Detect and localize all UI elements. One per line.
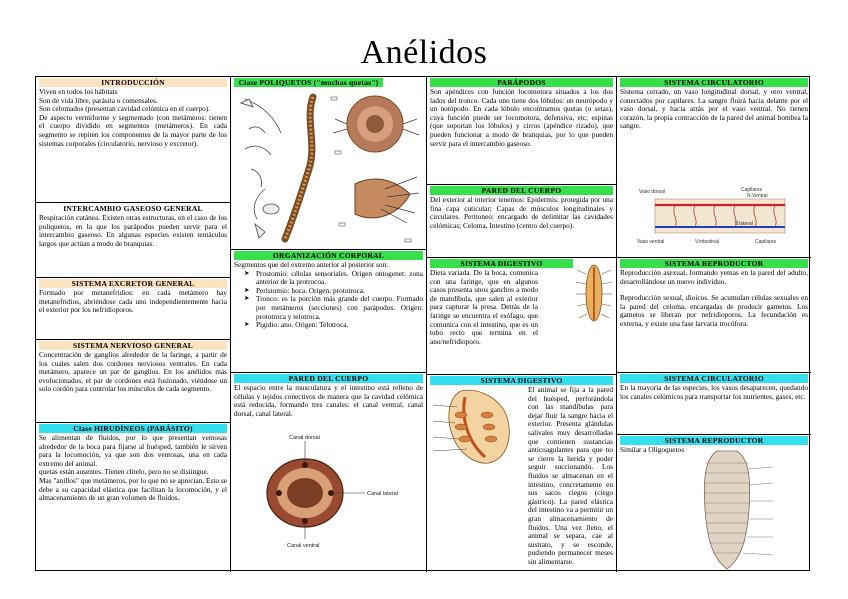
reproductive-section-1 [617, 257, 811, 372]
reproductive-para: Reproducción sexual, dioicos. Se acumulan células sexuales en la pared del celoma, encargadas de producir gametos. Los gametos se liberan por nefridioporos. La fecundación es externa, y existe una fase larvaria trocófora. [620, 293, 808, 328]
intro-line: Son de vida libre, parásita o comensales. [39, 95, 158, 105]
intro-section [36, 77, 230, 210]
leech-cross-section-illustration [245, 431, 415, 551]
leech-digestive-illustration [431, 387, 527, 469]
hirudineos-para: Se alimentan de fluidos, por lo que presentan ventosas alrededor de la boca para fijarse al huésped, también le sirven para la locomoción, ya que son dos ventosas, una en cada extremo del animal. [39, 433, 227, 468]
reproductive-section-2 [617, 434, 811, 572]
vaso-dorsal-label: Vaso dorsal [639, 189, 666, 195]
content-sheet [35, 76, 810, 571]
section-header: SISTEMA NERVIOSO GENERAL [39, 341, 227, 350]
v-intestinal-label: V.intestinal [695, 239, 719, 245]
digestive-text-2: El animal se fija a la pared del huésped, perforándola con las mandíbulas para dejar fluir la sangre hacia el exterior. Presenta glándulas salivales muy desarrolladas que contienen sustancias anticoagulantes para que no se cierre la herida y poder seguir succionando. Los fluidos se almacenan en el intestino, concretamente en sus sacos ciegos (ciego gástrico). La pared elástica del intestino va a permitir un gran almacenamiento de fluidos. Una vez lleno, el animal se separa, cae al sustrato, y se esconde, pudiendo permanecer meses sin alimentarse. [528, 385, 613, 566]
parapods-section [427, 77, 616, 184]
digestive-text-1: Dieta variada. De la boca, comunica con una faringe, que en algunos casos presenta unos ganchos a modo de mandíbula, que salen al exterior para capturar la presa. Detrás de la faringe se encuentra el esófago, que comunica con el intestino, que es un tubo recto que termina en el ano/nefridioporo. [430, 268, 538, 346]
section-header: SISTEMA DIGESTIVO [430, 376, 613, 385]
circulatory-text-2: En la mayoría de las especies, los vasos desaparecen, quedando los canales celómicos para transportar los nutrientes, gases, etc. [620, 383, 808, 401]
hirudineos-para: Mas "anillos" que metámeros, por lo que no se aprecian. Esto se debe a su capacidad elástica que facilitan la locomoción, y el almacenamiento de un gran volumen de fluidos. [39, 475, 227, 503]
gas-exchange-section [36, 202, 230, 277]
circulatory-diagram-illustration [635, 185, 801, 251]
list-item: ➤ Prostomio: células sensoriales. Origen ontogenet: zona anterior de la protrocoa. [246, 270, 423, 287]
hirudineos-text [39, 434, 227, 503]
organization-intro: Segmentos que del extremo anterior al posterior son: [234, 260, 389, 269]
section-header: INTERCAMBIO GASEOSO GENERAL [63, 204, 203, 213]
gas-exchange-text: Respiración cutánea. Existen otras estructuras, en el caso de los poliquetos, en la que los parápodos pueden servir para el intercambio gaseoso. En algunas especies existen tentáculos largos que actúan a modo de branquias. [39, 213, 227, 248]
section-header: ORGANIZACIÓN CORPORAL [234, 251, 423, 260]
excretory-text: Formado por metanefridios: en cada metámero hay metanefridios, abriéndose cada uno independientemente hacia el exterior por los nefridioporos. [39, 288, 227, 315]
column-2 [231, 77, 427, 572]
page-title: Anélidos [360, 34, 488, 71]
intro-line: Viven en todos los hábitats [39, 87, 118, 96]
section-header: INTRODUCCIÓN [39, 78, 227, 87]
column-4 [617, 77, 811, 572]
list-item: ➤ Tronco: es la porción más grande del cuerpo. Formado por metámeros (secciones) con parápodos. Origen: prototroca y telotroca. [246, 295, 423, 321]
nervous-text: Concentración de ganglios alrededor de la faringe, a partir de los cuales salen dos cordones nerviosos ventrales. En cada metámero, aparece un par de ganglios. En los anélidos más evolucionados, el par de cordones está fusionado, viéndose un solo cordón para controlar los músculos de cada segmento. [39, 350, 227, 394]
leech-anatomy-illustration [687, 449, 777, 571]
hirudineos-section [36, 422, 230, 572]
reproductive-para: Reproducción asexual, formando yemas en la pared del adulto, desarrollándose un nuevo individuo. [620, 268, 808, 286]
section-header: Clase HIRUDÍNEOS (PARÁSITO) [39, 424, 227, 433]
hirudineos-para: quetas están ausentes. Tienen clitelo, pero no se distingue. [39, 467, 209, 477]
capilares-lower-label: Capilares [755, 239, 777, 245]
canal-lateral-label: Canal lateral [367, 491, 398, 497]
digestive-section-1 [427, 257, 616, 374]
section-header: SISTEMA REPRODUCTOR [620, 436, 808, 445]
list-item: ➤ Pigidio: ano. Origen: Telotroca. [246, 321, 423, 330]
digestive-section-2 [427, 374, 616, 572]
list-item: ➤ Peristomio: boca. Origen: prototroca. [246, 287, 423, 296]
section-header: SISTEMA EXCRETOR GENERAL [39, 279, 227, 288]
column-3 [427, 77, 617, 572]
section-header: PARED DEL CUERPO [430, 186, 613, 195]
segment-list [234, 270, 423, 330]
capilares-label: Capilares [741, 187, 763, 193]
intro-line: Son celomados (presentan cavidad celómica en el cuerpo). [39, 104, 210, 114]
canal-ventral-label: Canal ventral [287, 543, 320, 549]
intro-line: De aspecto vermiforme y segmentado (con metámeros: tienen el cuerpo dividido en segmentos (metámeros). En cada segmento se repiten los componentes de la mayor parte de los sistemas corporales (circulatorio, nervioso y excretor). [39, 112, 227, 148]
section-header: PARED DEL CUERPO [234, 374, 423, 383]
section-header: SISTEMA DIGESTIVO [430, 259, 573, 268]
v-lateral-label: V.lateral [735, 221, 753, 227]
n-ventral-label: N.Ventral [747, 193, 768, 199]
body-wall-layers-section [427, 184, 616, 252]
intro-text [39, 88, 227, 148]
circulatory-text-1: Sistema cerrado, un vaso longitudinal dorsal, y otro ventral, conectados por capilares. La sangre fluirá hacia delante por el vaso dorsal, y hacia atrás por el vaso ventral. No tienen corazón, la propia contracción de la pared del animal bombea la sangre. [620, 87, 808, 131]
section-header: Clase POLIQUETOS ("muchas quetas") [234, 78, 383, 87]
excretory-section [36, 277, 230, 339]
polychaete-illustration [235, 89, 423, 247]
section-header: PARÁPODOS [430, 78, 613, 87]
reproductive-text [620, 269, 808, 329]
column-1 [36, 77, 231, 572]
body-wall-layers-text: Del exterior al interior tenemos: Epidermis: protegida por una fina capa cuticular; Capas de músculos longitudinales y circulares. Peritoneo: encargado de delimitar las cavidades celómicas; Celoma, Intestino (centro del cuerpo). [430, 195, 613, 230]
nervous-section [36, 339, 230, 427]
reproductive-text-2: Similar a Oligoquetos [620, 445, 685, 454]
body-wall-text: El espacio entre la musculatura y el intestino está relleno de células y tejidos conectivos de manera que la cavidad celómica está reducida, formando tres canales: el canal ventral, canal dorsal, canal lateral. [234, 383, 423, 418]
section-header: SISTEMA CIRCULATORIO [620, 374, 808, 383]
body-wall-section [231, 372, 426, 572]
section-header: SISTEMA REPRODUCTOR [620, 259, 808, 268]
vaso-ventral-label: Vaso ventral [637, 239, 665, 245]
parapods-text: Son apéndices con función locomotora situados a los dos lados del tronco. Cada uno tiene dos lóbulos: un neurópodo y un notópodo. En cada lóbulo encontramos quetas (o setas), cuya función puede ser locomotora, defensiva, etc; espinas (que soportan los lóbulos) y cirros (apéndice rizado), que pueden funcionar a modo de branquias, por lo que pueden servir para el intercambio gaseoso. [430, 87, 613, 148]
body-organization-section [231, 249, 426, 377]
section-header: SISTEMA CIRCULATORIO [620, 78, 808, 87]
circulatory-section-1 [617, 77, 811, 257]
digestive-tract-illustration [575, 262, 613, 324]
poliquetos-section [231, 77, 426, 249]
circulatory-section-2 [617, 372, 811, 434]
canal-dorsal-label: Canal dorsal [289, 435, 320, 441]
